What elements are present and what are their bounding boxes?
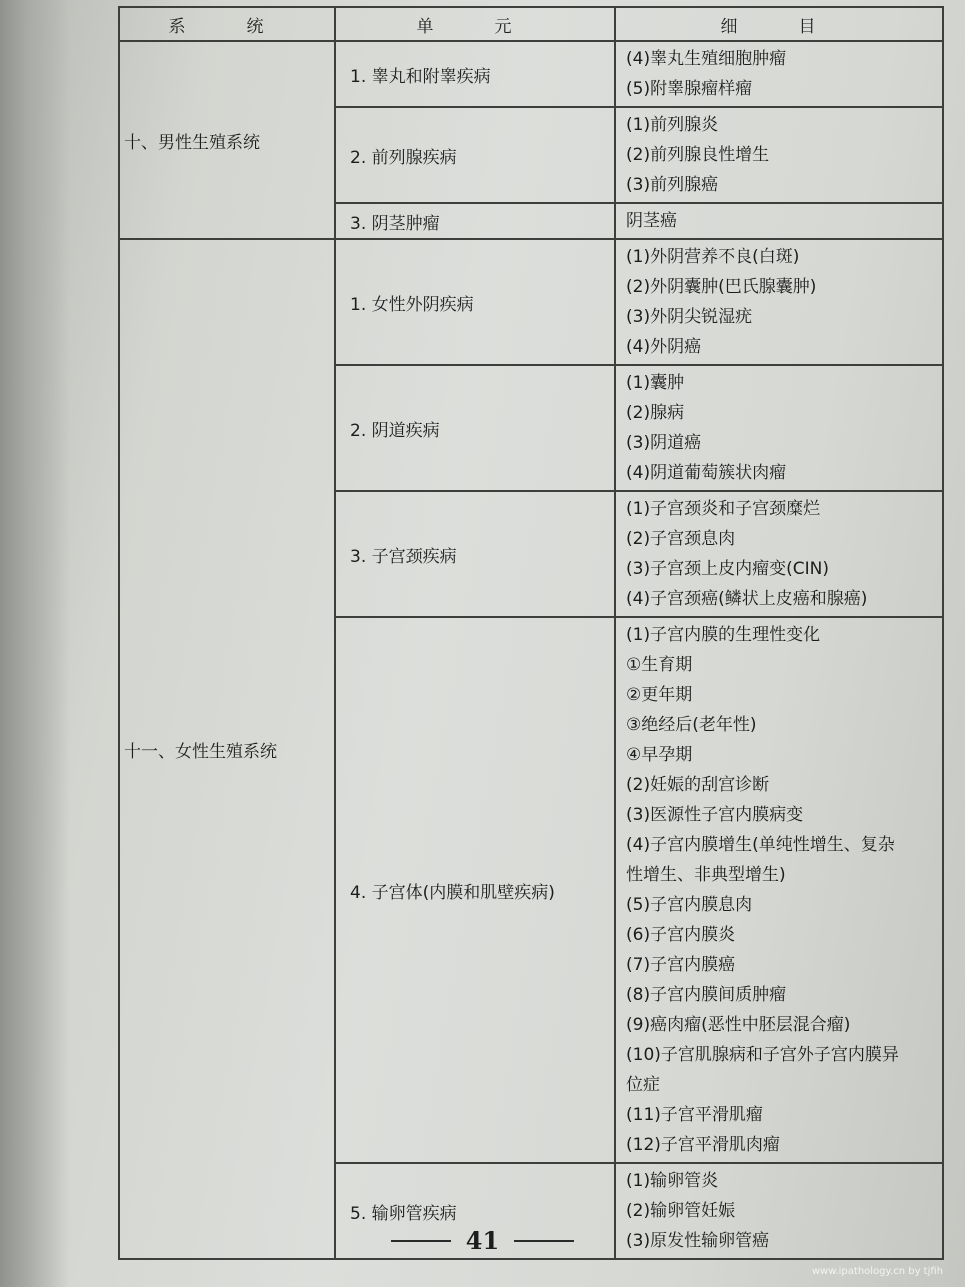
detail-item: (3)医源性子宫内膜病变 <box>626 805 804 825</box>
detail-item: (2)子宫颈息肉 <box>626 529 736 549</box>
detail-item: (4)子宫颈癌(鳞状上皮癌和腺癌) <box>626 589 868 609</box>
detail-item: (3)前列腺癌 <box>626 175 719 195</box>
table-row <box>119 239 943 365</box>
detail-item: (4)子宫内膜增生(单纯性增生、复杂 <box>626 835 895 855</box>
table-body <box>119 41 943 1259</box>
detail-item: (2)妊娠的刮宫诊断 <box>626 775 770 795</box>
table-row <box>119 41 943 107</box>
detail-item: (3)子宫颈上皮内瘤变(CIN) <box>626 559 829 579</box>
unit-cell: 3. 子宫颈疾病 <box>335 491 615 617</box>
detail-item: (1)输卵管炎 <box>626 1171 719 1191</box>
detail-item: (3)阴道癌 <box>626 433 702 453</box>
unit-cell: 1. 女性外阴疾病 <box>335 239 615 365</box>
watermark-text: www.ipathology.cn by tjfih <box>811 1266 943 1277</box>
detail-item: 位症 <box>626 1075 660 1095</box>
detail-cell <box>615 107 943 203</box>
unit-cell: 2. 前列腺疾病 <box>335 107 615 203</box>
system-cell: 十一、女性生殖系统 <box>119 239 335 1259</box>
detail-cell <box>615 203 943 239</box>
detail-cell <box>615 491 943 617</box>
detail-item: (2)腺病 <box>626 403 685 423</box>
header-system: 系 统 <box>119 7 335 41</box>
detail-item: (5)附睾腺瘤样瘤 <box>626 79 753 99</box>
detail-item: (6)子宫内膜炎 <box>626 925 736 945</box>
detail-item: 阴茎癌 <box>626 211 677 231</box>
unit-cell: 4. 子宫体(内膜和肌壁疾病) <box>335 617 615 1163</box>
detail-item: (11)子宫平滑肌瘤 <box>626 1105 763 1125</box>
header-detail: 细 目 <box>615 7 943 41</box>
detail-item: (4)外阴癌 <box>626 337 702 357</box>
detail-item: (1)子宫内膜的生理性变化 <box>626 625 821 645</box>
detail-cell <box>615 365 943 491</box>
detail-item: ④早孕期 <box>626 745 693 765</box>
detail-item: (1)囊肿 <box>626 373 685 393</box>
unit-cell: 1. 睾丸和附睾疾病 <box>335 41 615 107</box>
detail-item: (10)子宫肌腺病和子宫外子宫内膜异 <box>626 1045 899 1065</box>
detail-item: (1)前列腺炎 <box>626 115 719 135</box>
detail-item: (12)子宫平滑肌肉瘤 <box>626 1135 780 1155</box>
detail-cell <box>615 239 943 365</box>
detail-item: (1)子宫颈炎和子宫颈糜烂 <box>626 499 821 519</box>
detail-item: ②更年期 <box>626 685 693 705</box>
page-footer <box>0 1226 965 1266</box>
syllabus-table <box>118 6 944 1260</box>
footer-rule-left <box>391 1240 451 1242</box>
detail-item: (2)前列腺良性增生 <box>626 145 770 165</box>
detail-item: (7)子宫内膜癌 <box>626 955 736 975</box>
unit-cell: 3. 阴茎肿瘤 <box>335 203 615 239</box>
detail-item: (5)子宫内膜息肉 <box>626 895 753 915</box>
unit-cell: 2. 阴道疾病 <box>335 365 615 491</box>
detail-cell <box>615 41 943 107</box>
page-number: 41 <box>465 1226 500 1255</box>
detail-item: (4)阴道葡萄簇状肉瘤 <box>626 463 787 483</box>
footer-rule-right <box>514 1240 574 1242</box>
header-unit: 单 元 <box>335 7 615 41</box>
detail-item: (4)睾丸生殖细胞肿瘤 <box>626 49 787 69</box>
detail-item: (2)外阴囊肿(巴氏腺囊肿) <box>626 277 817 297</box>
detail-item: (9)癌肉瘤(恶性中胚层混合瘤) <box>626 1015 851 1035</box>
page-binding-shadow <box>0 0 70 1287</box>
detail-item: ①生育期 <box>626 655 693 675</box>
table-header-row <box>119 7 943 41</box>
detail-item: (1)外阴营养不良(白斑) <box>626 247 800 267</box>
detail-item: (3)原发性输卵管癌 <box>626 1231 770 1251</box>
detail-item: (3)外阴尖锐湿疣 <box>626 307 753 327</box>
detail-item: (8)子宫内膜间质肿瘤 <box>626 985 787 1005</box>
system-cell: 十、男性生殖系统 <box>119 41 335 239</box>
detail-item: ③绝经后(老年性) <box>626 715 757 735</box>
unit-cell: 5. 输卵管疾病 <box>335 1163 615 1259</box>
detail-item: 性增生、非典型增生) <box>626 865 786 885</box>
detail-item: (2)输卵管妊娠 <box>626 1201 736 1221</box>
detail-cell <box>615 617 943 1163</box>
